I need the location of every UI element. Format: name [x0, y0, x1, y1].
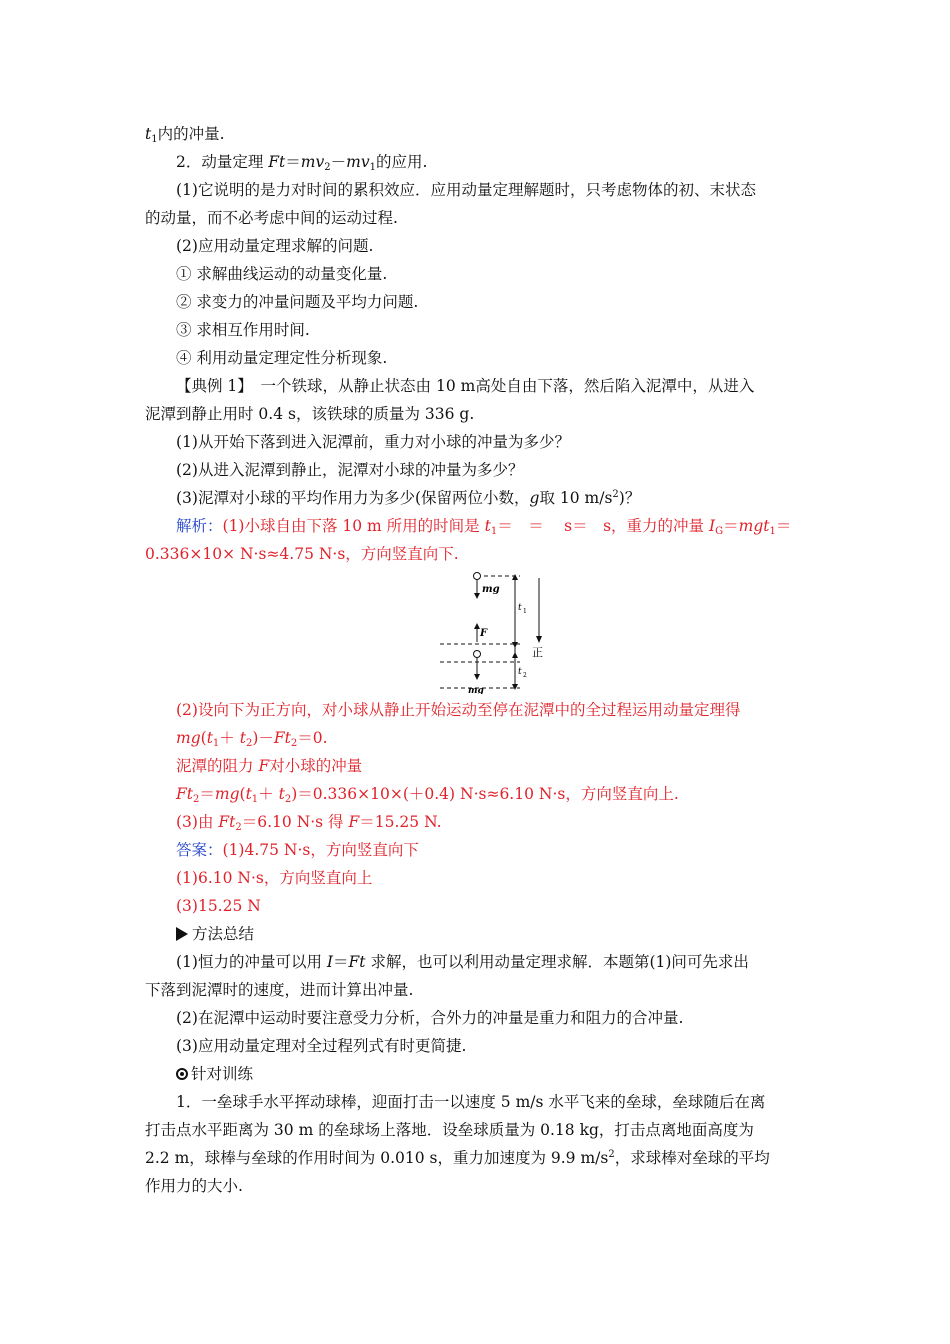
solution-line: 0.336×10× N·s≈4.75 N·s，方向竖直向下.: [145, 545, 459, 563]
text-line: 下落到泥潭时的速度，进而计算出冲量.: [145, 981, 414, 999]
ball-bottom: [474, 651, 481, 658]
force-label: F: [480, 628, 488, 639]
t1-label: t: [518, 603, 522, 613]
text-line: (1)它说明的是力对时间的累积效应．应用动量定理解题时，只考虑物体的初、末状态: [176, 181, 756, 199]
target-icon: [176, 1068, 188, 1080]
positive-direction-label: 正: [532, 646, 543, 659]
ball-top: [474, 573, 481, 580]
t1-sub: 1: [523, 608, 527, 615]
text-line: (1)恒力的冲量可以用 I＝Ft 求解，也可以利用动量定理求解．本题第(1)问可先求出: [176, 953, 749, 971]
example-heading: 【典例 1】 一个铁球，从静止状态由 10 m高处自由下落，然后陷入泥潭中，从进入: [176, 377, 755, 395]
solution-line: (3)由 $Ft_2=6.10$ N·s 得 F＝15.25 N.: [176, 813, 442, 833]
problem-line: 2.2 m，球棒与垒球的作用时间为 0.010 s，重力加速度为 9.9 $m/s^2$，求球棒对垒球的平均: [145, 1149, 770, 1167]
list-item: ① 求解曲线运动的动量变化量.: [176, 265, 388, 283]
question-1: (1)从开始下落到进入泥潭前，重力对小球的冲量为多少？: [176, 433, 570, 451]
answer-line: (3)15.25 N: [176, 897, 261, 915]
t2-sub: 2: [523, 672, 527, 679]
question-3: (3)泥潭对小球的平均作用力为多少(保留两位小数，g取 10 $m/s^2$)？: [176, 489, 641, 507]
answer-line: (1)6.10 N·s，方向竖直向上: [176, 869, 373, 887]
list-item: ② 求变力的冲量问题及平均力问题.: [176, 293, 419, 311]
t2-label: t: [518, 667, 522, 677]
equation-line: $mg(t_1+ t_2)-Ft_2=0$.: [176, 729, 328, 749]
problem-line: 1．一垒球手水平挥动球棒，迎面打击一以速度 5 m/s 水平飞来的垒球，垒球随后在离: [176, 1093, 766, 1111]
triangle-icon: [176, 927, 188, 941]
list-item: ③ 求相互作用时间.: [176, 321, 310, 339]
text-line: (2)在泥潭中运动时要注意受力分析，合外力的冲量是重力和阻力的合冲量.: [176, 1009, 684, 1027]
equation-line: $Ft_2=mg(t_1+ t_2)=0.336\times 10\times(+0.4)$ N·s≈6.10 N·s，方向竖直向上.: [176, 785, 679, 805]
gravity-label-bottom: mg: [468, 686, 484, 694]
solution-line: 解析：(1)小球自由下落 10 m 所用的时间是 $t_1=$ ＝ s＝ s，重力的冲量 $I_G=mgt_1=$: [176, 517, 792, 537]
solution-line: 泥潭的阻力 F对小球的冲量: [176, 757, 363, 775]
section-heading: 2．动量定理 $Ft=mv_2-mv_1$的应用.: [176, 153, 428, 173]
list-item: ④ 利用动量定理定性分析现象.: [176, 349, 388, 367]
practice-heading: 针对训练: [176, 1064, 841, 1084]
solution-label: 解析：: [176, 517, 223, 535]
method-summary-heading: 方法总结: [176, 924, 841, 944]
force-diagram: [440, 566, 560, 694]
text-line: (2)应用动量定理求解的问题.: [176, 237, 374, 255]
text-line: (3)应用动量定理对全过程列式有时更简捷.: [176, 1037, 467, 1055]
text-line: 泥潭到静止用时 0.4 s，该铁球的质量为 336 g.: [145, 405, 475, 423]
text-line: 的动量，而不必考虑中间的运动过程.: [145, 209, 398, 227]
text-line: $t_1$内的冲量.: [145, 125, 225, 145]
answer-line: 答案：(1)4.75 N·s，方向竖直向下: [176, 841, 419, 859]
problem-line: 作用力的大小.: [145, 1177, 243, 1195]
problem-line: 打击点水平距离为 30 m 的垒球场上落地．设垒球质量为 0.18 kg，打击点离地面高度为: [145, 1121, 754, 1139]
solution-line: (2)设向下为正方向，对小球从静止开始运动至停在泥潭中的全过程运用动量定理得: [176, 701, 741, 719]
answer-label: 答案：: [176, 841, 223, 859]
gravity-label-top: mg: [482, 584, 500, 595]
question-2: (2)从进入泥潭到静止，泥潭对小球的冲量为多少？: [176, 461, 524, 479]
